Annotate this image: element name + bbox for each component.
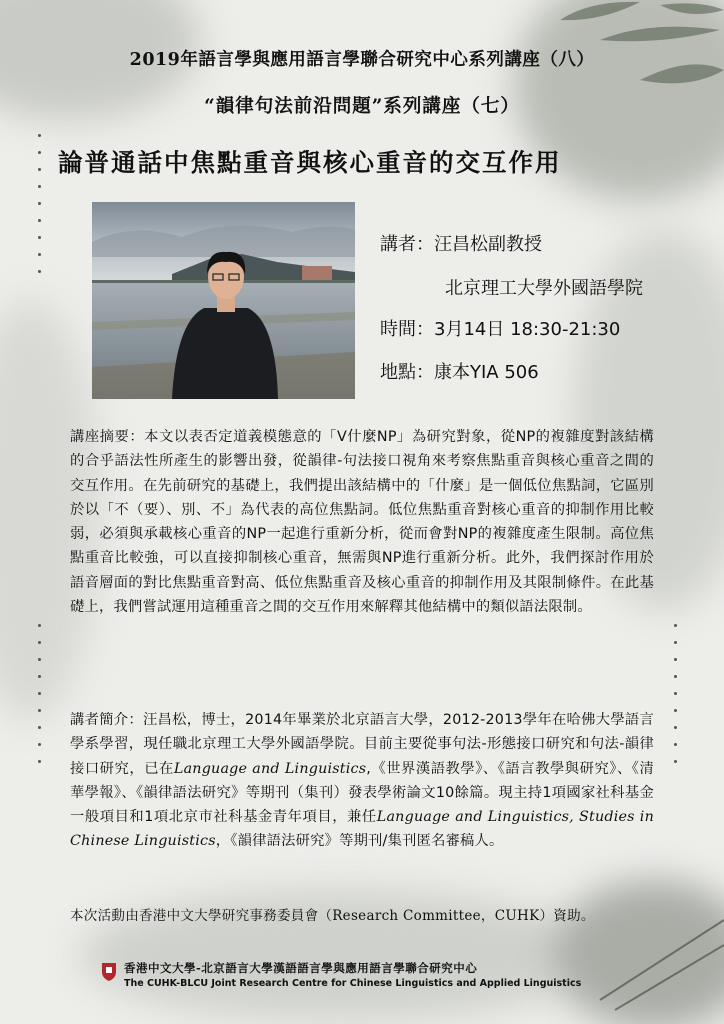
bio-text-2: ,《世界漢語教學》、《語言教學與研究》、《清華學報》、《韻律語法研究》等期刊（集刊）發表學術論文10餘篇。現主持1項國家社科基金一般項目和1項北京市社科基金青年項目，兼任 <box>70 760 655 826</box>
speaker-photo <box>92 202 355 399</box>
speaker-name: 汪昌松副教授 <box>434 234 542 255</box>
cuhk-logo-icon <box>100 960 118 982</box>
footer <box>100 960 581 989</box>
venue-label: 地點： <box>380 362 434 383</box>
subseries-title: “韻律句法前沿問題”系列講座（七） <box>204 96 520 117</box>
sponsor-note: 本次活動由香港中文大學研究事務委員會（Research Committee，CUHK）資助。 <box>70 908 595 924</box>
bio-text-3: ，《韻律語法研究》等期刊/集刊匿名審稿人。 <box>215 833 504 850</box>
talk-title: 論普通話中焦點重音與核心重音的交互作用 <box>58 148 562 177</box>
bio-journal-2: Language and Linguistics, Studies in Chinese Linguistics <box>70 809 654 850</box>
series-title: 2019年語言學與應用語言學聯合研究中心系列講座（八） <box>129 50 595 70</box>
bio-text-1: 講者簡介：汪昌松，博士，2014年畢業於北京語言大學，2012-2013學年在哈佛大學語言學系學習，現任職北京理工大學外國語學院。目前主要從事句法-形態接口研究和句法-韻律接口研究，已在 <box>70 712 654 777</box>
venue-value: 康本YIA 506 <box>434 362 539 383</box>
speaker-bio-paragraph <box>70 708 654 854</box>
footer-org-english: The CUHK-BLCU Joint Research Centre for Chinese Linguistics and Applied Linguistics <box>124 978 582 989</box>
speaker-row <box>380 230 542 256</box>
time-row <box>380 315 620 341</box>
speaker-affiliation: 北京理工大學外國語學院 <box>445 278 643 299</box>
footer-org-chinese: 香港中文大學-北京語言大學漢語語言學與應用語言學聯合研究中心 <box>124 961 478 975</box>
venue-row <box>380 358 539 384</box>
speaker-label: 講者： <box>380 234 434 255</box>
bio-journal-1: Language and Linguistics <box>173 760 367 777</box>
time-value: 3月14日 18:30-21:30 <box>434 319 621 340</box>
abstract-paragraph: 講座摘要：本文以表否定道義模態意的「V什麼NP」為研究對象，從NP的複雜度對該結構的合乎語法性所產生的影響出發，從韻律-句法接口視角來考察焦點重音與核心重音之間的交互作用。在先前研究的基礎上，我們提出該結構中的「什麼」是一個低位焦點詞，它區別於以「不（要）、別、不」為代表的高位焦點詞。低位焦點重音對核心重音的抑制作用比較弱，必須與承載核心重音的NP一起進行重新分析，從而會對NP的複雜度產生限制。高位焦點重音比較強，可以直接抑制核心重音，無需與NP進行重新分析。此外，我們探討作用於語音層面的對比焦點重音對高、低位焦點重音及核心重音的抑制作用及其限制條件。在此基礎上，我們嘗試運用這種重音之間的交互作用來解釋其他結構中的類似語法限制。 <box>70 429 654 616</box>
time-label: 時間： <box>380 319 434 340</box>
